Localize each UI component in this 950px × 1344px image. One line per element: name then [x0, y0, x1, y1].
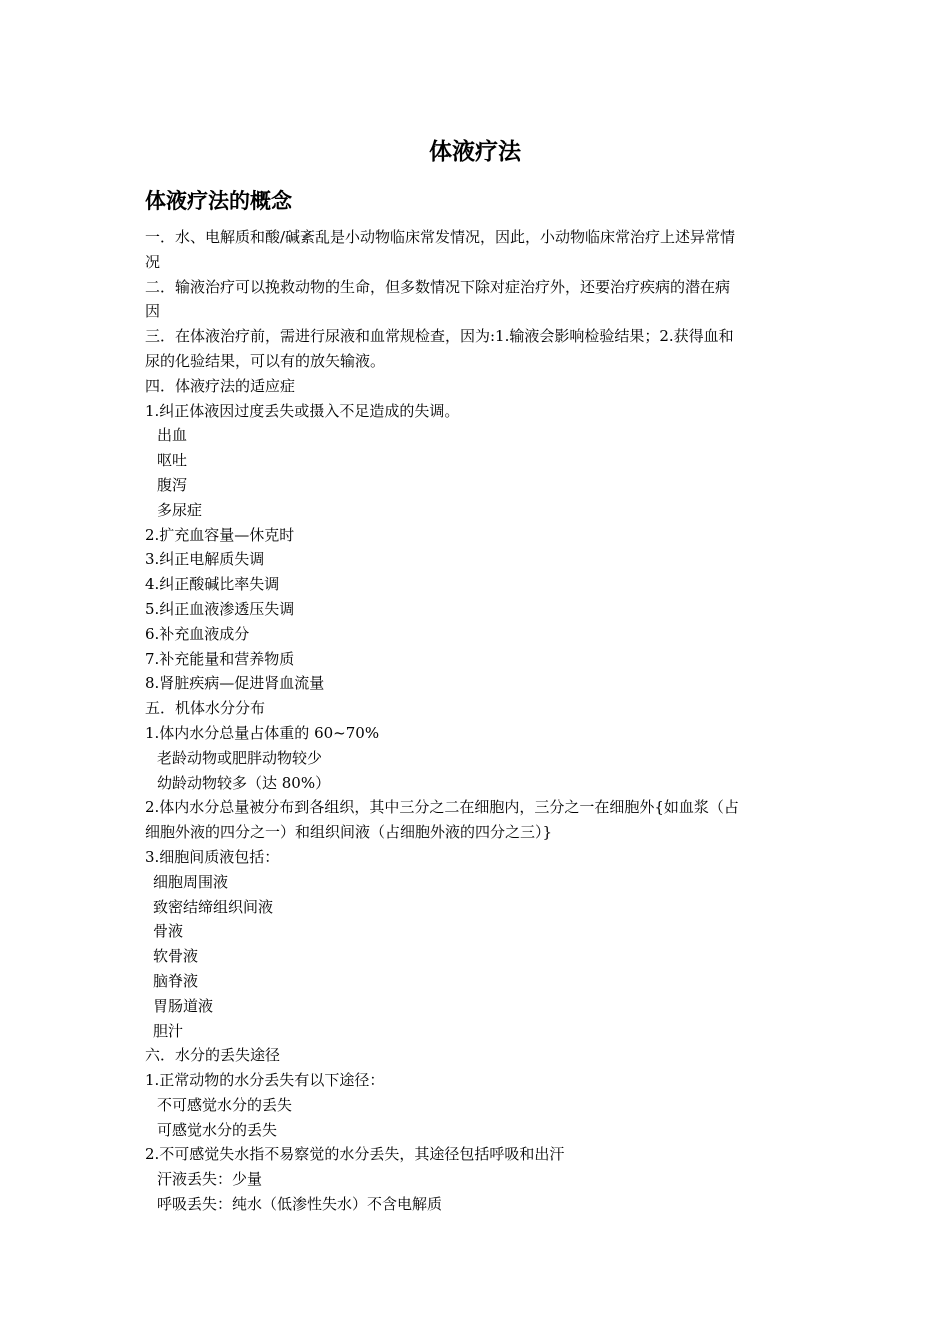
text-line: 呕吐	[157, 451, 188, 470]
text-line: 6.补充血液成分	[145, 624, 250, 643]
text-line: 2.不可感觉失水指不易察觉的水分丢失，其途径包括呼吸和出汗	[145, 1145, 565, 1164]
text-line: 况	[145, 252, 161, 271]
text-line: 2.扩充血容量—休克时	[145, 525, 295, 544]
text-line: 腹泻	[157, 475, 188, 494]
text-line: 呼吸丢失：纯水（低渗性失水）不含电解质	[157, 1195, 443, 1214]
text-line: 多尿症	[157, 500, 203, 519]
text-line: 致密结缔组织间液	[153, 897, 274, 916]
text-line: 1.纠正体液因过度丢失或摄入不足造成的失调。	[145, 401, 460, 420]
text-line: 汗液丢失：少量	[157, 1170, 263, 1189]
text-line: 出血	[157, 426, 188, 445]
text-line: 不可感觉水分的丢失	[157, 1095, 293, 1114]
text-line: 二．输液治疗可以挽救动物的生命，但多数情况下除对症治疗外，还要治疗疾病的潜在病	[145, 277, 731, 296]
text-line: 1.体内水分总量占体重的 60~70%	[145, 723, 380, 742]
text-line: 五．机体水分分布	[145, 699, 266, 718]
section-heading: 体液疗法的概念	[145, 188, 292, 213]
text-line: 胃肠道液	[153, 996, 214, 1015]
text-line: 三．在体液治疗前，需进行尿液和血常规检查，因为:1.输液会影响检验结果；2.获得血和	[145, 327, 734, 346]
text-line: 细胞外液的四分之一）和组织间液（占细胞外液的四分之三）}	[145, 823, 553, 842]
text-line: 3.细胞间质液包括：	[145, 847, 280, 866]
text-line: 幼龄动物较多（达 80%）	[157, 773, 331, 792]
document-body	[145, 225, 805, 1217]
text-line: 1.正常动物的水分丢失有以下途径：	[145, 1071, 385, 1090]
text-line: 因	[145, 302, 161, 321]
text-line: 可感觉水分的丢失	[157, 1120, 278, 1139]
text-line: 四．体液疗法的适应症	[145, 376, 296, 395]
text-line: 一．水、电解质和酸/碱紊乱是小动物临床常发情况，因此，小动物临床常治疗上述异常情	[145, 228, 736, 246]
text-line: 老龄动物或肥胖动物较少	[157, 748, 323, 767]
text-line: 5.纠正血液渗透压失调	[145, 599, 295, 618]
text-line: 8.肾脏疾病—促进肾血流量	[145, 674, 325, 693]
text-line: 胆汁	[153, 1021, 184, 1040]
text-line: 骨液	[153, 922, 184, 941]
text-line: 脑脊液	[153, 971, 199, 990]
text-line: 3.纠正电解质失调	[145, 550, 265, 569]
text-line: 7.补充能量和营养物质	[145, 649, 295, 668]
text-line: 2.体内水分总量被分布到各组织，其中三分之二在细胞内，三分之一在细胞外{如血浆（占	[145, 798, 739, 817]
text-line: 六．水分的丢失途径	[145, 1046, 281, 1065]
text-line: 软骨液	[153, 947, 199, 966]
document-title: 体液疗法	[429, 138, 521, 165]
text-line: 4.纠正酸碱比率失调	[145, 575, 280, 594]
text-line: 细胞周围液	[153, 872, 229, 891]
text-line: 尿的化验结果，可以有的放矢输液。	[145, 351, 386, 370]
